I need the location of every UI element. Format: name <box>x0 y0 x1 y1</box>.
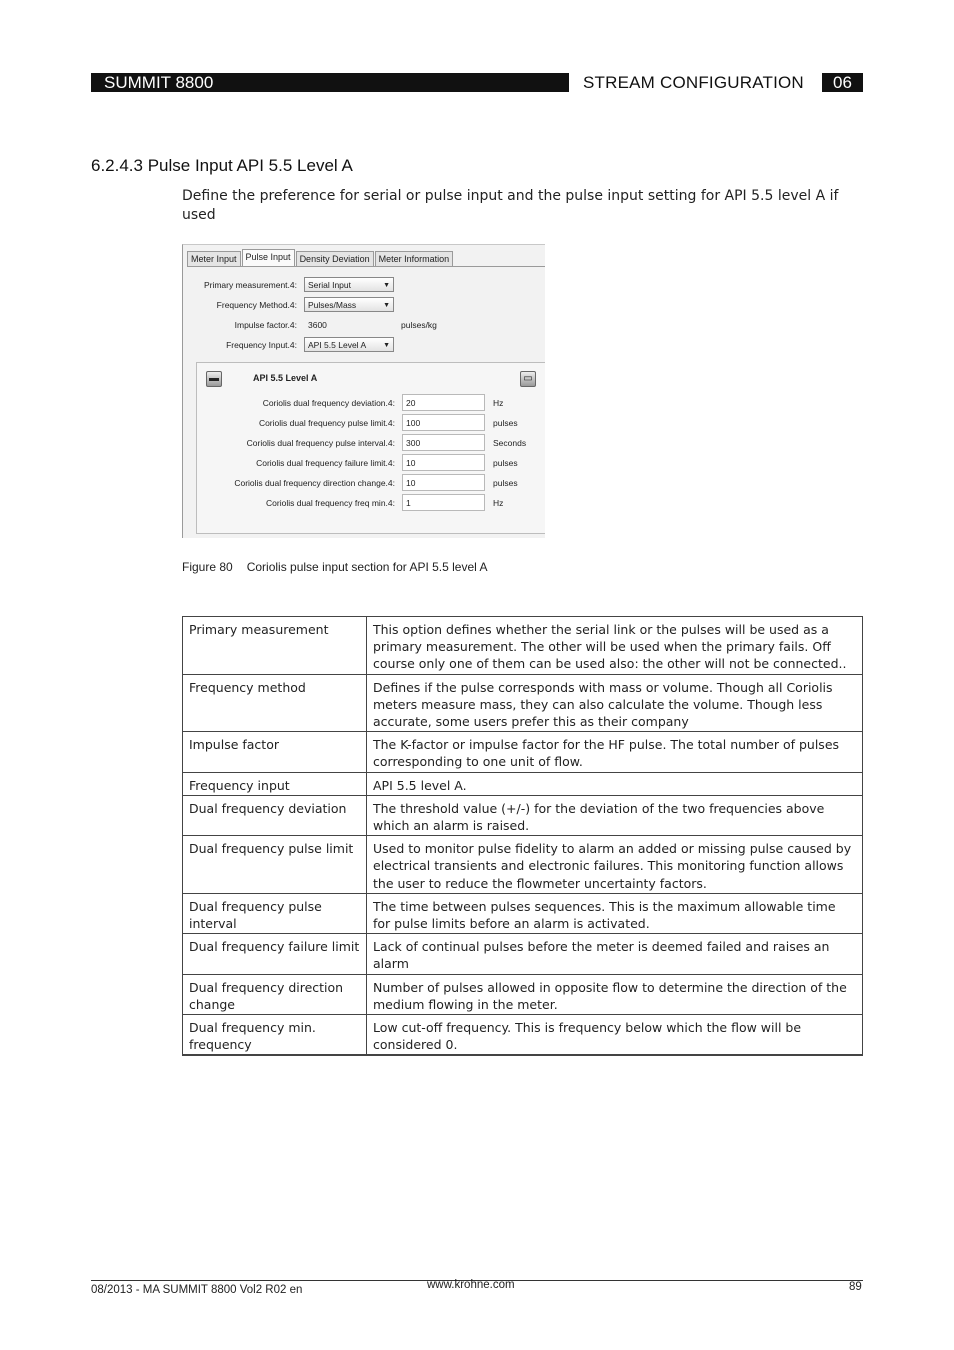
table-definition: The threshold value (+/-) for the deviation of the two frequencies above which an alarm is raised. <box>367 795 863 835</box>
dual-frequency-freq-min-unit: Hz <box>493 498 504 508</box>
dual-frequency-failure-limit-input[interactable]: 10 <box>402 454 485 471</box>
section-title: 6.2.4.3 Pulse Input API 5.5 Level A <box>91 156 353 175</box>
frequency-method-value: Pulses/Mass <box>308 300 357 310</box>
definition-table <box>182 616 863 1056</box>
chevron-down-icon: ▼ <box>383 302 390 309</box>
tab-meter-input[interactable]: Meter Input <box>187 251 241 267</box>
dual-frequency-pulse-limit-input[interactable]: 100 <box>402 414 485 431</box>
table-row <box>183 795 863 835</box>
table-definition: Defines if the pulse corresponds with mass or volume. Though all Coriolis meters measure mass, they can also calculate the volume. Though less accurate, some users prefer this as their company <box>367 674 863 732</box>
table-definition: Used to monitor pulse fidelity to alarm an added or missing pulse caused by electrical transients and electronic failures. This monitoring function allows the user to reduce the flowmeter uncertainty factors. <box>367 836 863 894</box>
frequency-input-value: API 5.5 Level A <box>308 340 367 350</box>
primary-measurement-value: Serial Input <box>308 280 351 290</box>
table-row <box>183 893 863 933</box>
footer-website-link[interactable]: www.krohne.com <box>427 1279 515 1291</box>
api-level-a-group <box>196 362 545 534</box>
table-term: Dual frequency deviation <box>183 795 367 835</box>
dual-frequency-direction-change-unit: pulses <box>493 478 518 488</box>
table-row <box>183 674 863 732</box>
collapse-icon[interactable]: ▬ <box>206 371 222 387</box>
frequency-method-label: Frequency Method.4: <box>216 300 297 310</box>
impulse-factor-label: Impulse factor.4: <box>234 320 297 330</box>
header-chapter-number: 06 <box>833 73 852 92</box>
dual-frequency-failure-limit-label: Coriolis dual frequency failure limit.4: <box>256 458 395 468</box>
table-row <box>183 974 863 1014</box>
dual-frequency-failure-limit-unit: pulses <box>493 458 518 468</box>
table-row <box>183 617 863 675</box>
table-row <box>183 772 863 795</box>
table-term: Dual frequency direction change <box>183 974 367 1014</box>
table-definition: The time between pulses sequences. This is the maximum allowable time for pulse limits before an alarm is activated. <box>367 893 863 933</box>
figure-number: Figure 80 <box>182 560 233 574</box>
chevron-down-icon: ▼ <box>383 342 390 349</box>
tab-pulse-input[interactable]: Pulse Input <box>242 249 295 267</box>
table-definition: Low cut-off frequency. This is frequency below which the flow will be considered 0. <box>367 1015 863 1056</box>
figure-screenshot <box>182 244 545 538</box>
section-intro: Define the preference for serial or pulse input and the pulse input setting for API 5.5 level A if used <box>182 188 839 223</box>
tab-meter-information[interactable]: Meter Information <box>375 251 454 267</box>
table-definition: API 5.5 level A. <box>367 772 863 795</box>
table-definition: This option defines whether the serial link or the pulses will be used as a primary measurement. The other will be used when the primary fails. Off course only one of them can be used also: the other will not be connected.. <box>367 617 863 675</box>
tab-density-deviation[interactable]: Density Deviation <box>296 251 374 267</box>
figure-caption <box>182 559 488 575</box>
header-product-title: SUMMIT 8800 <box>104 73 214 92</box>
dual-frequency-direction-change-label: Coriolis dual frequency direction change.4: <box>234 478 395 488</box>
dual-frequency-pulse-interval-unit: Seconds <box>493 438 527 448</box>
dual-frequency-deviation-unit: Hz <box>493 398 504 408</box>
table-row <box>183 934 863 974</box>
frequency-input-dropdown[interactable] <box>304 337 394 352</box>
dual-frequency-pulse-limit-label: Coriolis dual frequency pulse limit.4: <box>258 418 395 428</box>
table-definition: The K-factor or impulse factor for the HF pulse. The total number of pulses corresponding to one unit of flow. <box>367 732 863 772</box>
primary-measurement-dropdown[interactable] <box>304 277 394 292</box>
group-title: API 5.5 Level A <box>253 373 318 383</box>
table-row <box>183 1015 863 1056</box>
header-chapter-title: STREAM CONFIGURATION <box>583 73 804 92</box>
dual-frequency-freq-min-label: Coriolis dual frequency freq min.4: <box>266 498 395 508</box>
figure-caption-text: Coriolis pulse input section for API 5.5 level A <box>246 560 488 574</box>
dual-frequency-deviation-label: Coriolis dual frequency deviation.4: <box>262 398 395 408</box>
table-term: Dual frequency pulse limit <box>183 836 367 894</box>
tab-bar <box>187 251 454 267</box>
table-definition: Number of pulses allowed in opposite flow to determine the direction of the medium flowing in the meter. <box>367 974 863 1014</box>
table-term: Dual frequency pulse interval <box>183 893 367 933</box>
footer-page-number: 89 <box>849 1281 862 1293</box>
primary-measurement-label: Primary measurement.4: <box>203 280 297 290</box>
footer-document-id: 08/2013 - MA SUMMIT 8800 Vol2 R02 en <box>91 1284 303 1296</box>
impulse-factor-input[interactable]: 3600 <box>308 320 327 330</box>
frequency-method-dropdown[interactable] <box>304 297 394 312</box>
expand-icon[interactable]: ▭ <box>520 371 536 387</box>
table-row <box>183 836 863 894</box>
impulse-factor-unit: pulses/kg <box>401 320 437 330</box>
dual-frequency-pulse-limit-unit: pulses <box>493 418 518 428</box>
table-term: Dual frequency min. frequency <box>183 1015 367 1056</box>
table-term: Frequency method <box>183 674 367 732</box>
table-term: Impulse factor <box>183 732 367 772</box>
dual-frequency-pulse-interval-input[interactable]: 300 <box>402 434 485 451</box>
dual-frequency-freq-min-input[interactable]: 1 <box>402 494 485 511</box>
dual-frequency-deviation-input[interactable]: 20 <box>402 394 485 411</box>
frequency-input-label: Frequency Input.4: <box>226 340 297 350</box>
table-term: Frequency input <box>183 772 367 795</box>
table-term: Dual frequency failure limit <box>183 934 367 974</box>
table-term: Primary measurement <box>183 617 367 675</box>
table-definition: Lack of continual pulses before the meter is deemed failed and raises an alarm <box>367 934 863 974</box>
table-row <box>183 732 863 772</box>
dual-frequency-direction-change-input[interactable]: 10 <box>402 474 485 491</box>
tab-divider <box>187 266 545 267</box>
chevron-down-icon: ▼ <box>383 282 390 289</box>
dual-frequency-pulse-interval-label: Coriolis dual frequency pulse interval.4: <box>246 438 395 448</box>
